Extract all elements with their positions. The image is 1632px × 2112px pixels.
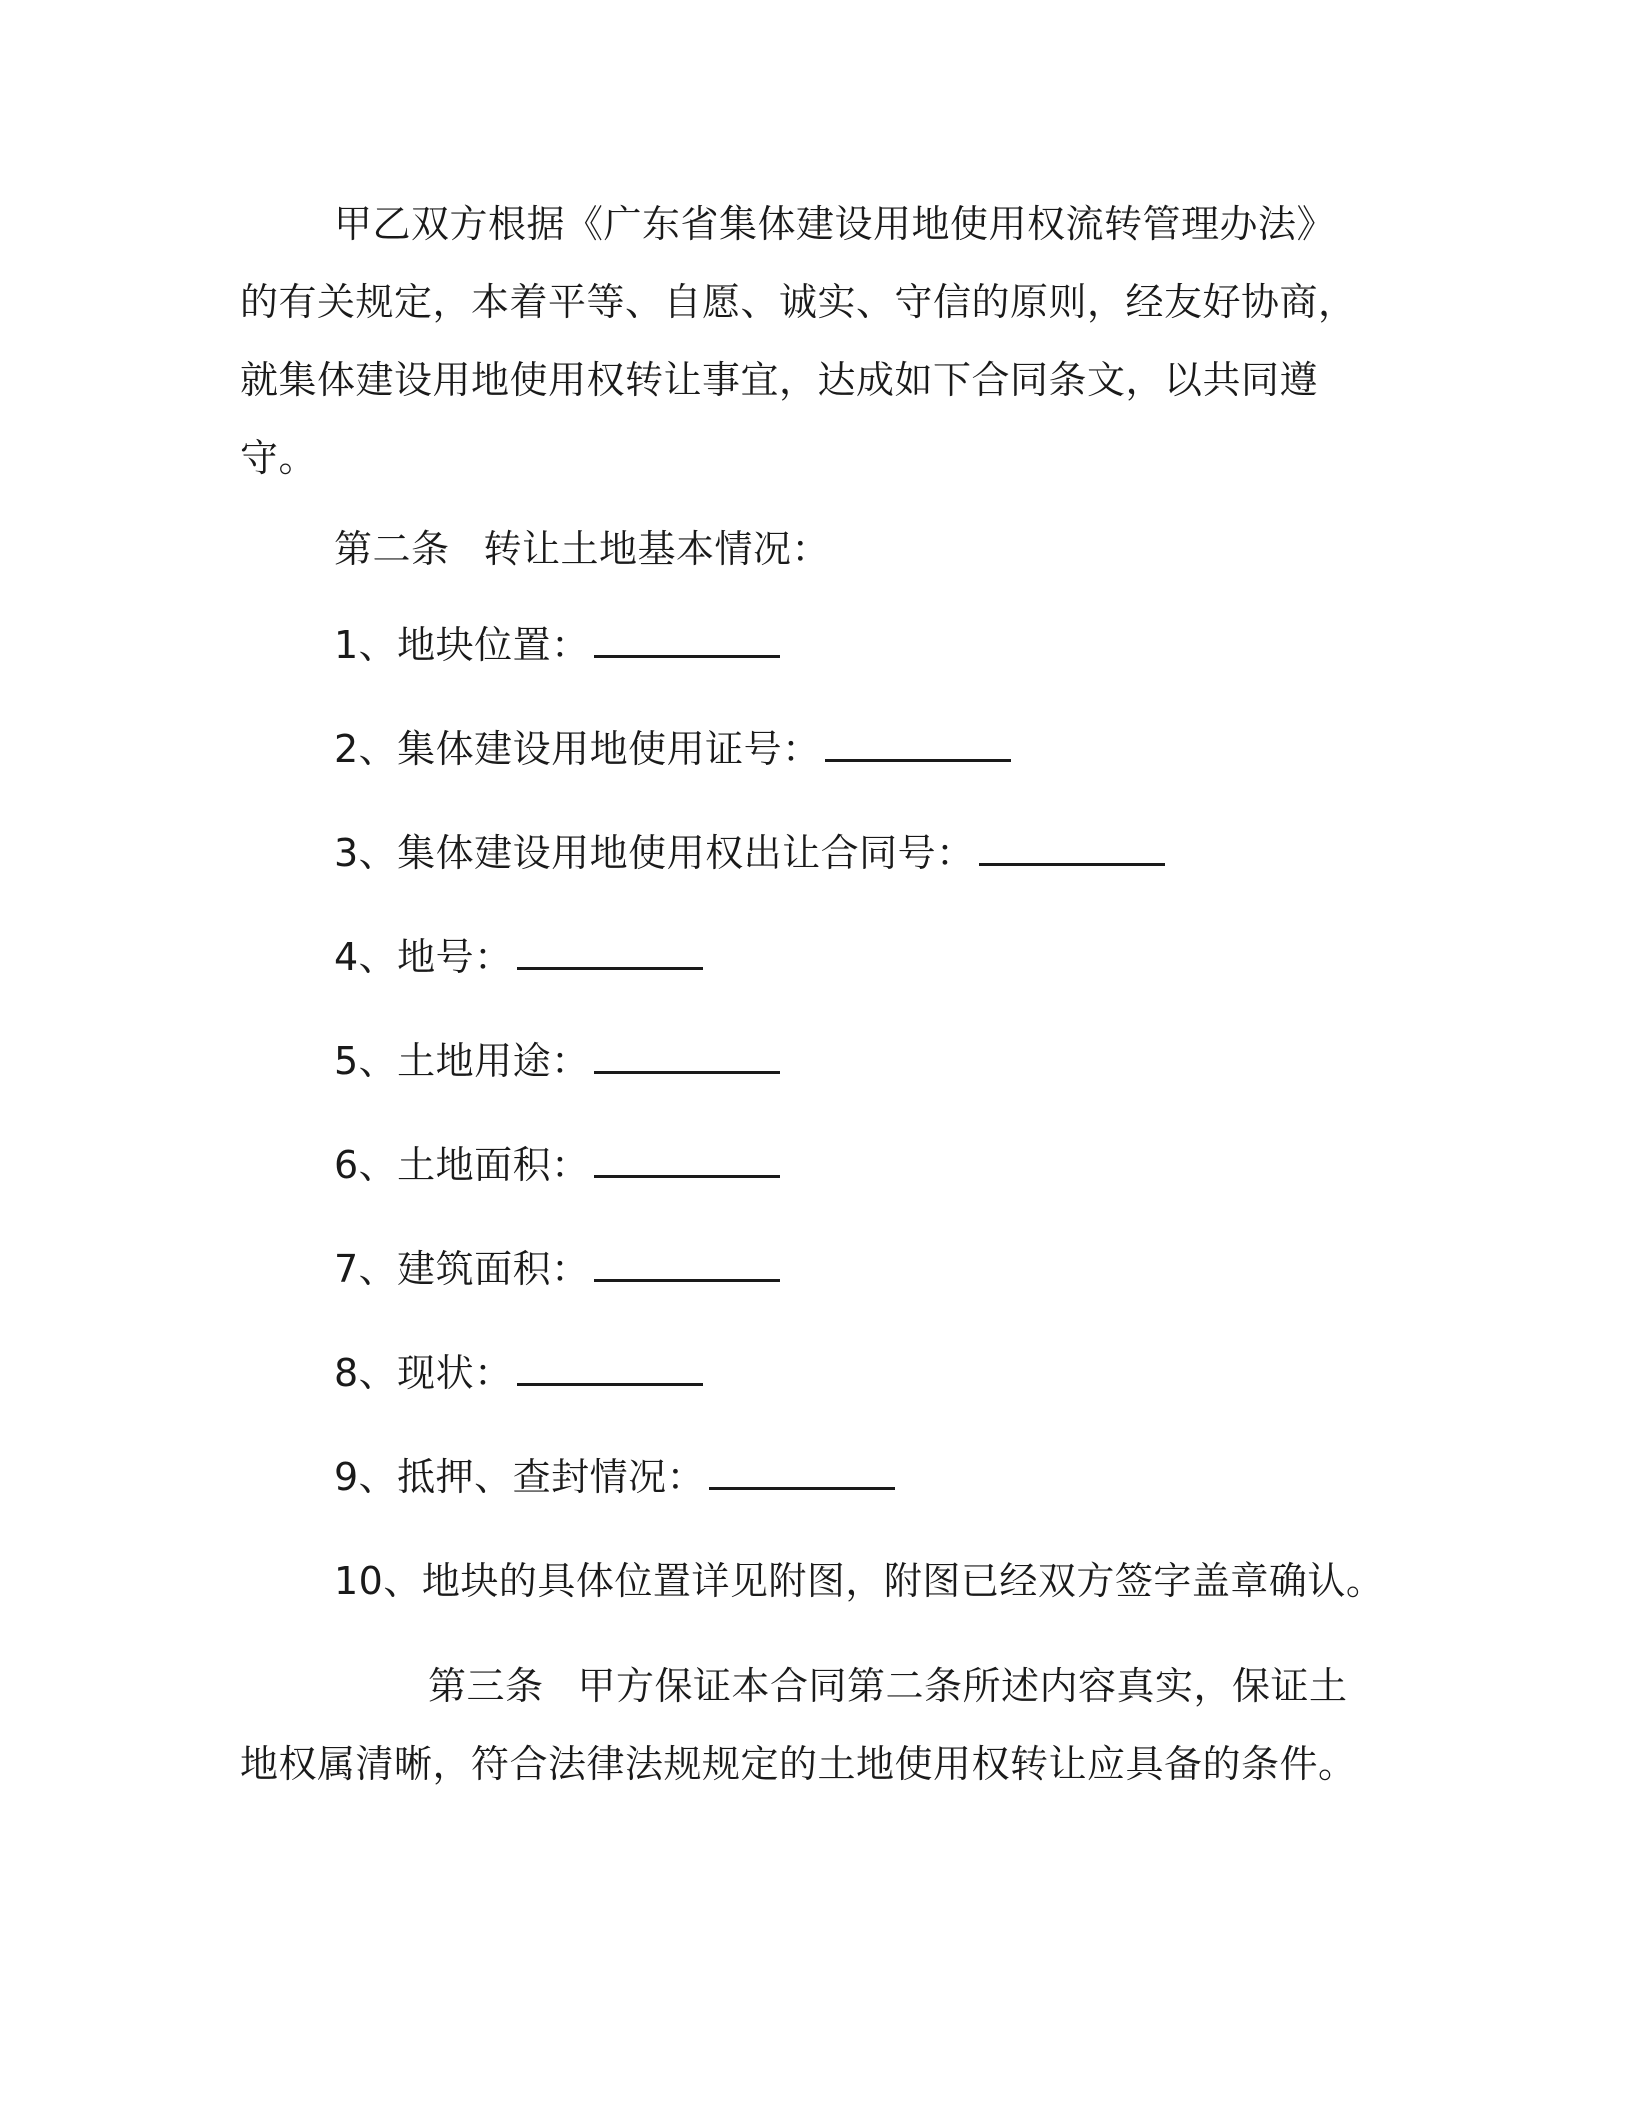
- item-label: 4、地号：: [334, 935, 513, 979]
- item-label: 7、建筑面积：: [334, 1247, 590, 1291]
- article-2-label: 第二条: [334, 527, 450, 571]
- item-label: 6、土地面积：: [334, 1143, 590, 1187]
- fill-in-blank: [979, 829, 1165, 866]
- item-label: 5、土地用途：: [334, 1039, 590, 1083]
- article-3-label: 第三条: [428, 1664, 544, 1708]
- intro-paragraph: 甲乙双方根据《广东省集体建设用地使用权流转管理办法》的有关规定，本着平等、自愿、诚实、守信的原则，经友好协商，就集体建设用地使用权转让事宜，达成如下合同条文，以共同遵守。: [240, 202, 1357, 480]
- article-3-paragraph: [240, 1647, 1372, 1803]
- item-label: 8、现状：: [334, 1351, 513, 1395]
- fill-in-blank: [517, 933, 703, 970]
- fill-in-blank: [594, 1037, 780, 1074]
- item-land-location: [240, 619, 1372, 671]
- item-lot-number: [240, 931, 1372, 983]
- article-2-heading: [240, 523, 1372, 575]
- item-land-area: [240, 1139, 1372, 1191]
- fill-in-blank: [594, 1245, 780, 1282]
- item-land-use: [240, 1035, 1372, 1087]
- fill-in-blank: [594, 621, 780, 658]
- item-building-area: [240, 1243, 1372, 1295]
- item-certificate-number: [240, 723, 1372, 775]
- article-3-text: 甲方保证本合同第二条所述内容真实，保证土地权属清晰，符合法律法规规定的土地使用权转让应具备的条件。: [240, 1664, 1357, 1786]
- item-mortgage-status: [240, 1451, 1372, 1503]
- item-label: 1、地块位置：: [334, 623, 590, 667]
- fill-in-blank: [517, 1349, 703, 1386]
- fill-in-blank: [709, 1453, 895, 1490]
- article-2-title: 转让土地基本情况：: [483, 527, 831, 571]
- fill-in-blank: [594, 1141, 780, 1178]
- item-label: 3、集体建设用地使用权出让合同号：: [334, 831, 975, 875]
- fill-in-blank: [825, 725, 1011, 762]
- item-current-status: [240, 1347, 1372, 1399]
- item-label: 2、集体建设用地使用证号：: [334, 727, 821, 771]
- item-label: 9、抵押、查封情况：: [334, 1455, 706, 1499]
- item-contract-number: [240, 827, 1372, 879]
- item-attachment-note: 10、地块的具体位置详见附图，附图已经双方签字盖章确认。: [334, 1559, 1385, 1603]
